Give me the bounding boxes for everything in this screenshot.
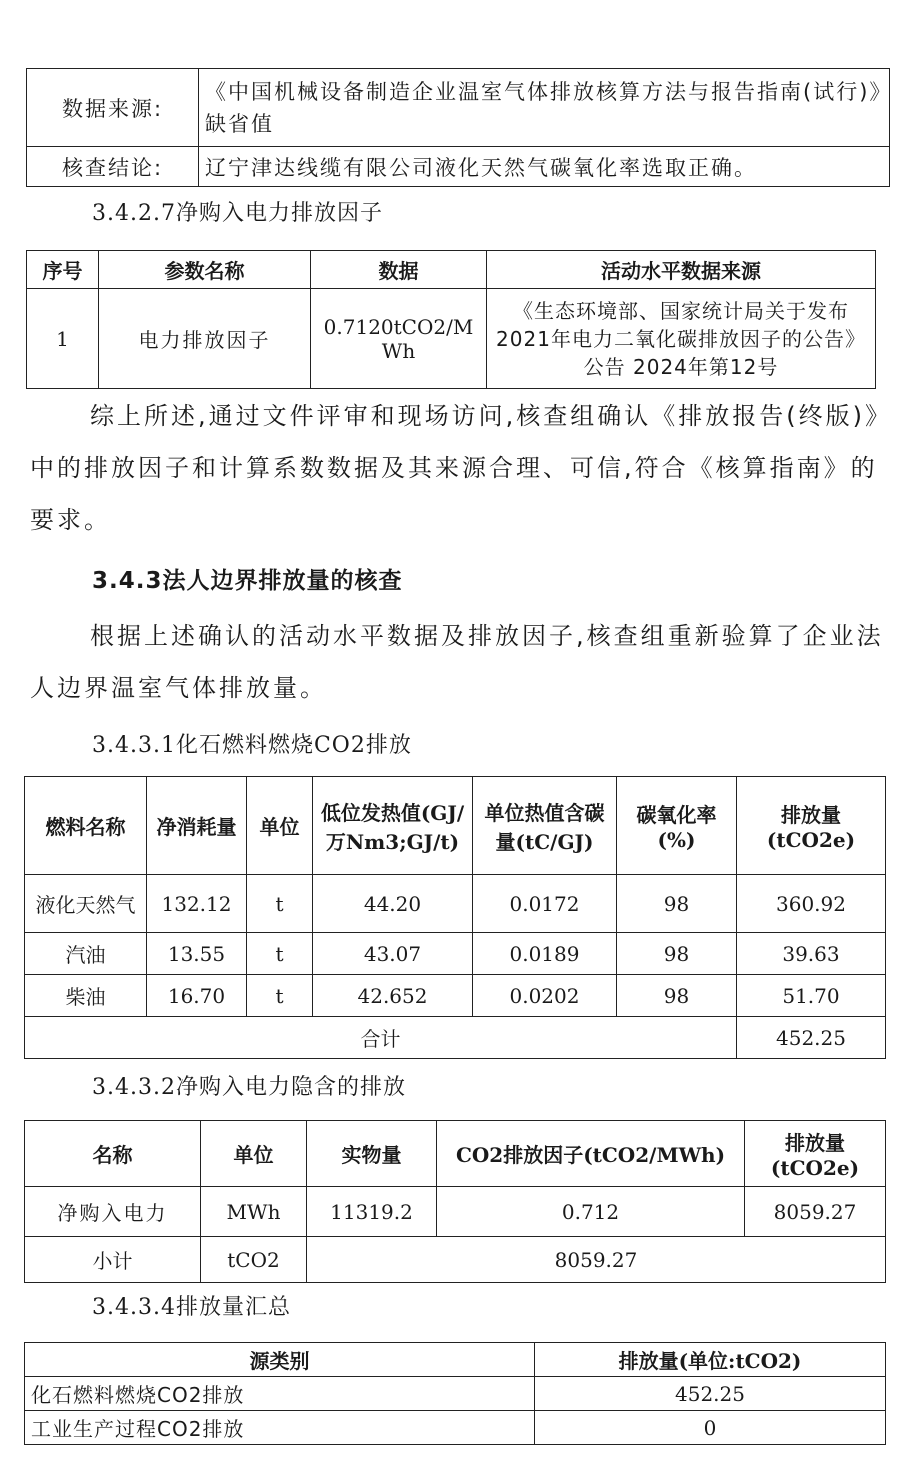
table-cell: 0.0172	[473, 875, 617, 933]
conclusion-value: 辽宁津达线缆有限公司液化天然气碳氧化率选取正确。	[199, 147, 890, 187]
total-value: 452.25	[737, 1017, 886, 1059]
conclusion-label: 核查结论:	[27, 147, 199, 187]
col-header: 实物量	[307, 1121, 437, 1187]
col-header: 低位发热值(GJ/万Nm3;GJ/t)	[313, 777, 473, 875]
total-label: 合计	[25, 1017, 737, 1059]
table-cell: 360.92	[737, 875, 886, 933]
col-header: 单位	[247, 777, 313, 875]
table-cell: 1	[27, 289, 99, 389]
table-cell: 44.20	[313, 875, 473, 933]
col-header: 源类别	[25, 1343, 535, 1377]
section-heading-3432: 3.4.3.2净购入电力隐含的排放	[92, 1075, 406, 1100]
table-cell: 16.70	[147, 975, 247, 1017]
table-cell: 13.55	[147, 933, 247, 975]
table-cell: 0.7120tCO2/MWh	[311, 289, 487, 389]
col-header: 排放量(tCO2e)	[745, 1121, 886, 1187]
section-heading-3427: 3.4.2.7净购入电力排放因子	[92, 201, 383, 226]
table-cell: 43.07	[313, 933, 473, 975]
source-category-cell: 工业生产过程CO2排放	[25, 1411, 535, 1445]
col-header: 数据	[311, 251, 487, 289]
table-cell: 8059.27	[745, 1187, 886, 1237]
col-header: 序号	[27, 251, 99, 289]
section-heading-343: 3.4.3法人边界排放量的核查	[92, 568, 403, 594]
col-header: 净消耗量	[147, 777, 247, 875]
col-header: 单位	[201, 1121, 307, 1187]
table-cell: 132.12	[147, 875, 247, 933]
table-cell: 51.70	[737, 975, 886, 1017]
table-cell: 0.0189	[473, 933, 617, 975]
col-header: 单位热值含碳量(tC/GJ)	[473, 777, 617, 875]
subtotal-label: 小计	[25, 1237, 201, 1283]
table-cell: MWh	[201, 1187, 307, 1237]
col-header: 参数名称	[99, 251, 311, 289]
table-cell: 电力排放因子	[99, 289, 311, 389]
emission-factor-table	[26, 250, 876, 389]
col-header: CO2排放因子(tCO2/MWh)	[437, 1121, 745, 1187]
table-cell: 净购入电力	[25, 1187, 201, 1237]
col-header: 排放量(单位:tCO2)	[535, 1343, 886, 1377]
data-source-table	[26, 68, 890, 187]
col-header: 活动水平数据来源	[487, 251, 876, 289]
subtotal-value: 8059.27	[307, 1237, 886, 1283]
emission-summary-table	[24, 1342, 886, 1445]
section-343-paragraph: 根据上述确认的活动水平数据及排放因子,核查组重新验算了企业法人边界温室气体排放量。	[30, 622, 884, 702]
table-cell: 11319.2	[307, 1187, 437, 1237]
table-cell: 452.25	[535, 1377, 886, 1411]
fuel-name-cell: 柴油	[25, 975, 147, 1017]
data-source-label: 数据来源:	[27, 69, 199, 147]
table-cell: 39.63	[737, 933, 886, 975]
table-cell: 《生态环境部、国家统计局关于发布2021年电力二氧化碳排放因子的公告》公告 2024年第12号	[487, 289, 876, 389]
table-cell: 98	[617, 975, 737, 1017]
table-cell: 98	[617, 933, 737, 975]
fuel-name-cell: 汽油	[25, 933, 147, 975]
table-cell: t	[247, 875, 313, 933]
col-header: 排放量(tCO2e)	[737, 777, 886, 875]
table-cell: 98	[617, 875, 737, 933]
source-category-cell: 化石燃料燃烧CO2排放	[25, 1377, 535, 1411]
table-cell: 42.652	[313, 975, 473, 1017]
purchased-electricity-table	[24, 1120, 886, 1283]
table-cell: t	[247, 933, 313, 975]
section-heading-3431: 3.4.3.1化石燃料燃烧CO2排放	[92, 733, 412, 758]
table-cell: 0.712	[437, 1187, 745, 1237]
fuel-combustion-table	[24, 776, 886, 1059]
col-header: 名称	[25, 1121, 201, 1187]
subtotal-unit: tCO2	[201, 1237, 307, 1283]
summary-paragraph: 综上所述,通过文件评审和现场访问,核查组确认《排放报告(终版)》中的排放因子和计算系数数据及其来源合理、可信,符合《核算指南》的要求。	[30, 402, 880, 534]
table-cell: 0.0202	[473, 975, 617, 1017]
table-cell: t	[247, 975, 313, 1017]
section-heading-3434: 3.4.3.4排放量汇总	[92, 1295, 291, 1320]
data-source-value: 《中国机械设备制造企业温室气体排放核算方法与报告指南(试行)》缺省值	[199, 69, 890, 147]
fuel-name-cell: 液化天然气	[25, 875, 147, 933]
col-header: 碳氧化率(%)	[617, 777, 737, 875]
table-cell: 0	[535, 1411, 886, 1445]
col-header: 燃料名称	[25, 777, 147, 875]
